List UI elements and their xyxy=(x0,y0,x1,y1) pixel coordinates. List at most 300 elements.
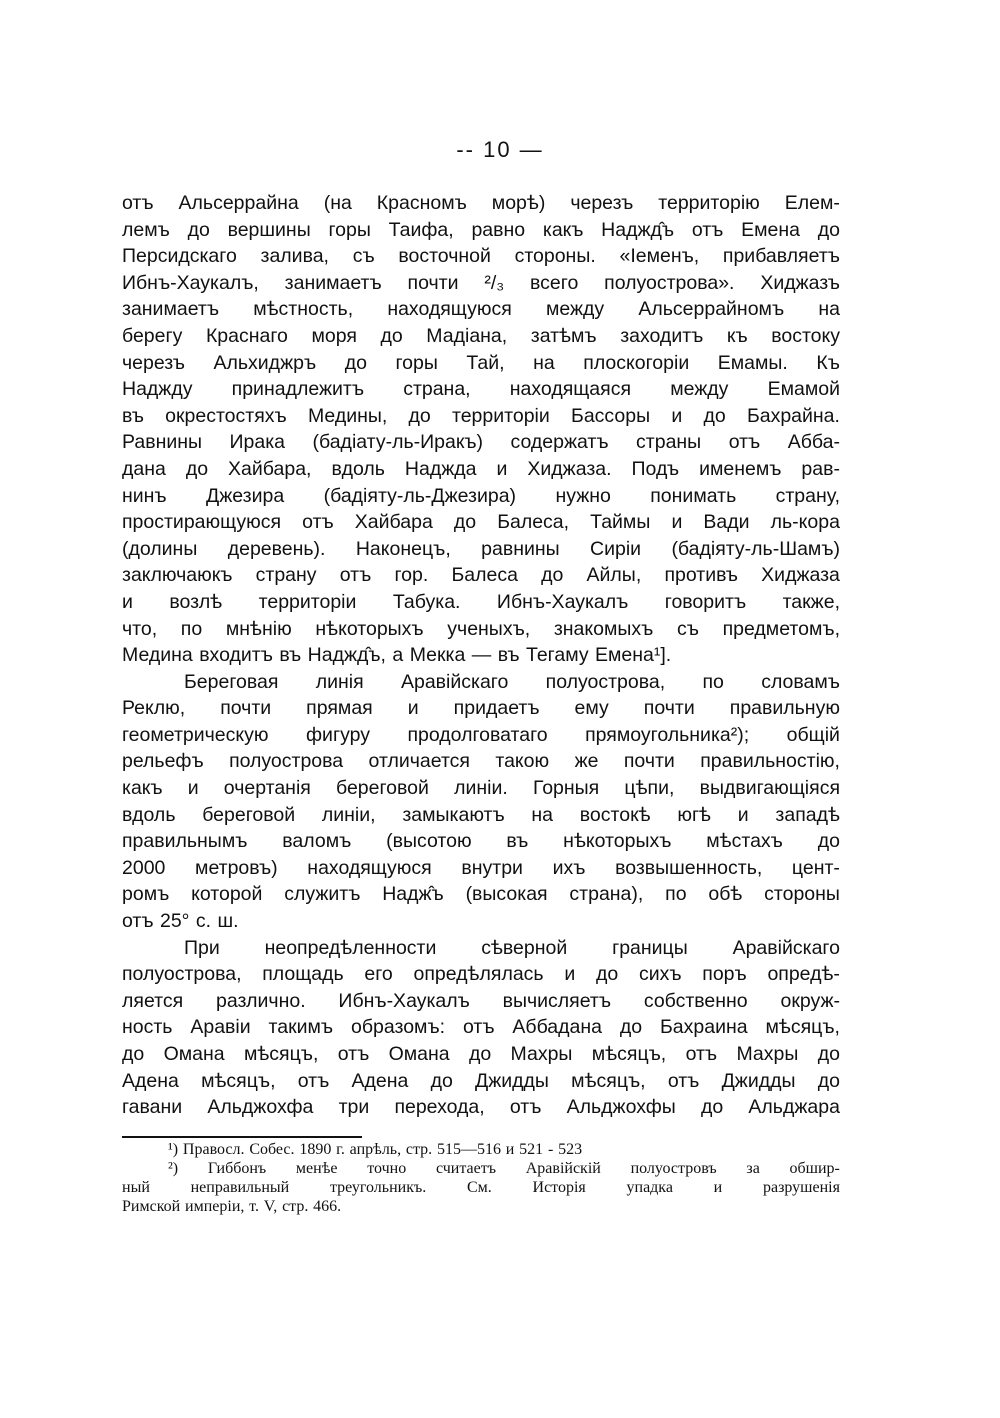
word: до xyxy=(122,1043,145,1065)
word: содержатъ xyxy=(510,431,609,454)
word: 25° xyxy=(159,910,190,933)
word: по xyxy=(702,670,724,693)
word: Наконецъ, xyxy=(355,537,451,560)
word: перехода, xyxy=(394,1096,485,1119)
word: страны xyxy=(636,431,702,454)
word: Аравійскій xyxy=(525,1160,601,1177)
text-line xyxy=(122,988,840,1015)
text-line xyxy=(122,616,840,643)
word: между xyxy=(670,378,729,401)
word: до xyxy=(430,1069,453,1092)
word: правильностію, xyxy=(700,750,840,773)
text-line xyxy=(122,1068,840,1095)
word: почти xyxy=(623,750,675,773)
word: на xyxy=(533,351,555,374)
word: вершины xyxy=(227,218,311,241)
text-line xyxy=(122,908,840,935)
word: гавани xyxy=(122,1096,183,1119)
word: 521 xyxy=(519,1141,544,1158)
word: Аравійскаго xyxy=(732,936,840,959)
text-line xyxy=(122,350,840,377)
word: геометрическую xyxy=(122,723,269,746)
word: страну, xyxy=(775,484,840,507)
word: возлѣ xyxy=(169,590,223,613)
word: отъ xyxy=(462,1016,495,1039)
word: Реклю, xyxy=(122,697,186,720)
word: замыкаютъ xyxy=(402,803,505,826)
word: Бахраина xyxy=(660,1016,748,1039)
word: отъ xyxy=(667,1069,700,1092)
word: Равнины xyxy=(122,431,203,454)
word: полуострова, xyxy=(545,670,666,693)
word: (долины xyxy=(122,537,198,560)
word: принадлежитъ xyxy=(231,378,365,401)
word: и xyxy=(713,1179,723,1196)
word: и xyxy=(737,803,749,826)
page-number: -- 10 — xyxy=(456,137,544,162)
word: до xyxy=(380,324,403,347)
word: Табука. xyxy=(392,590,461,613)
word: Краснаго xyxy=(205,324,288,347)
word: мѣсяцъ, xyxy=(571,1069,646,1092)
word: апрѣль, xyxy=(349,1141,402,1158)
text-line xyxy=(122,456,840,483)
word: неопредѣленности xyxy=(264,936,437,959)
word: Мекка xyxy=(409,644,466,667)
text-line xyxy=(122,881,840,908)
word: отъ xyxy=(339,564,372,587)
word: Бахрайна. xyxy=(746,404,840,427)
word: какъ xyxy=(122,777,163,800)
word: до xyxy=(185,457,209,480)
word: полуостровъ xyxy=(630,1160,717,1177)
word: полуострова, xyxy=(122,963,242,986)
text-line xyxy=(122,1014,840,1041)
word: заключаюкъ xyxy=(122,564,233,587)
word: моря xyxy=(311,324,357,347)
word: Горныя xyxy=(532,777,600,800)
word: Альхиджръ xyxy=(213,351,317,374)
word: Тай, xyxy=(466,351,505,374)
word: горы xyxy=(328,218,371,241)
text-line xyxy=(122,376,840,403)
word: и xyxy=(187,777,199,800)
text-line xyxy=(122,855,840,882)
word: отъ xyxy=(297,1069,330,1092)
word: отъ xyxy=(337,1043,370,1065)
word: равнины xyxy=(481,537,560,560)
word: правильнымъ xyxy=(122,830,248,853)
word: различно. xyxy=(215,989,306,1012)
word: Емена xyxy=(741,218,800,241)
word: залива, xyxy=(260,245,329,268)
word: См. xyxy=(466,1179,492,1196)
word: (бадіяту-ль-Шамъ) xyxy=(671,537,840,560)
word: линіи, xyxy=(321,803,376,826)
word: стороны. xyxy=(514,245,596,268)
text-line xyxy=(122,217,840,244)
word: нужно xyxy=(555,484,611,507)
word: говоритъ xyxy=(664,590,747,613)
word: ученыхъ, xyxy=(447,617,531,640)
text-line xyxy=(122,403,840,430)
word: именемъ xyxy=(699,457,782,480)
word: равно xyxy=(471,218,526,241)
word: Хайбара, xyxy=(228,457,312,480)
word: линіи. xyxy=(454,777,508,800)
word: Сиріи xyxy=(590,537,642,560)
word: образомъ: xyxy=(351,1016,446,1039)
word: Наджда xyxy=(404,457,477,480)
word: между xyxy=(545,298,605,321)
word: въ xyxy=(122,404,144,427)
footnote-line xyxy=(122,1197,840,1216)
word: Исторія xyxy=(532,1179,586,1196)
word: опредѣ- xyxy=(767,963,840,986)
word: 466. xyxy=(313,1198,342,1215)
word: почти xyxy=(407,271,459,294)
word: Надж̂ъ xyxy=(382,883,444,906)
word: «Іеменъ, xyxy=(619,245,700,268)
word: отъ xyxy=(509,1096,542,1119)
word: на xyxy=(818,298,840,321)
text-line xyxy=(122,536,840,563)
word: а xyxy=(392,644,404,667)
body-text xyxy=(122,190,840,1121)
word: 2000 xyxy=(122,856,166,879)
word: Омана xyxy=(388,1043,450,1065)
word: противъ xyxy=(664,564,738,587)
word: вычисляетъ xyxy=(502,989,612,1012)
word: по xyxy=(665,883,687,906)
word: очертанія xyxy=(223,777,311,800)
word: отъ xyxy=(728,431,761,454)
word: Мадіана, xyxy=(426,324,508,347)
word: ему xyxy=(574,697,609,720)
word: знакомыхъ xyxy=(553,617,654,640)
word: ²/₃ xyxy=(484,271,505,294)
word: до xyxy=(817,218,840,241)
text-line xyxy=(122,1041,840,1068)
word: Римской xyxy=(122,1198,181,1215)
word: до xyxy=(619,1016,643,1039)
word: треугольникъ. xyxy=(329,1179,427,1196)
word: Бассоры xyxy=(571,404,651,427)
word: страна), xyxy=(569,883,644,906)
word: до xyxy=(817,1069,840,1092)
word: рав- xyxy=(801,457,840,480)
word: Медины, xyxy=(307,404,388,427)
word: его xyxy=(364,963,393,986)
word: Махры xyxy=(510,1043,573,1065)
word: с. xyxy=(195,910,212,933)
word: служитъ xyxy=(284,883,361,906)
word: понимать xyxy=(650,484,737,507)
word: находящуюся xyxy=(307,856,432,879)
word: Емамой xyxy=(767,378,840,401)
word: и xyxy=(407,697,419,720)
word: такою xyxy=(495,750,550,773)
word: территорію xyxy=(658,192,760,214)
word: Балеса, xyxy=(497,511,570,534)
word: собственно xyxy=(643,989,748,1012)
word: же xyxy=(574,750,599,773)
word: (на xyxy=(323,192,352,214)
word: Аравіи xyxy=(190,1016,251,1039)
word: полуострова». xyxy=(604,271,735,294)
word: занимаетъ xyxy=(122,298,220,321)
word: ность xyxy=(122,1016,173,1039)
word: въ xyxy=(506,830,529,853)
footnote-line xyxy=(122,1140,840,1159)
text-line xyxy=(122,642,840,669)
word: полуострова xyxy=(229,750,344,773)
word: нинъ xyxy=(122,484,167,507)
word: Ибнъ-Хаукалъ xyxy=(496,590,629,613)
word: Айлы, xyxy=(586,564,642,587)
word: нѣкоторыхъ xyxy=(315,617,424,640)
word: и xyxy=(496,457,508,480)
word: обшир- xyxy=(789,1160,840,1177)
word: занимаетъ xyxy=(284,271,382,294)
word: Балеса xyxy=(451,564,518,587)
word: почти xyxy=(643,697,695,720)
word: Хиджаза. xyxy=(527,457,612,480)
word: отъ xyxy=(122,192,154,214)
word: Аббадана xyxy=(512,1016,602,1039)
word: ль-кора xyxy=(770,511,840,534)
word: такимъ xyxy=(268,1016,334,1039)
word: мѣсяцъ, xyxy=(201,1069,276,1092)
word: и xyxy=(564,963,576,986)
word: Береговая xyxy=(184,670,279,693)
word: цент- xyxy=(791,856,840,879)
word: Альсеррайна xyxy=(178,192,299,214)
text-line xyxy=(122,935,840,962)
word: рельефъ xyxy=(122,750,204,773)
word: востокѣ xyxy=(579,803,651,826)
word: линія xyxy=(315,670,364,693)
text-line xyxy=(122,589,840,616)
word: предметомъ, xyxy=(722,617,840,640)
word: Аравійскаго xyxy=(400,670,509,693)
word: за xyxy=(746,1160,760,1177)
word: въ xyxy=(497,644,520,667)
word: до xyxy=(703,404,726,427)
word: территоріи xyxy=(452,404,550,427)
word: правильную xyxy=(729,697,840,720)
word: 1890 xyxy=(299,1141,332,1158)
word: прибавляетъ xyxy=(722,245,840,268)
word: на xyxy=(531,803,554,826)
word: (высокая xyxy=(465,883,548,906)
word: Альджохфа xyxy=(207,1096,314,1119)
word: площадь xyxy=(262,963,344,986)
word: Тегаму xyxy=(526,644,589,667)
text-line xyxy=(122,722,840,749)
text-line xyxy=(122,190,840,217)
word: до xyxy=(344,351,367,374)
word: до xyxy=(541,564,564,587)
word: Елем- xyxy=(784,192,840,214)
word: до xyxy=(595,963,619,986)
word: три xyxy=(338,1096,370,1119)
text-line xyxy=(122,296,840,323)
word: которой xyxy=(191,883,263,906)
word: Джидды xyxy=(475,1069,549,1092)
word: окруж- xyxy=(780,989,840,1012)
word: отъ xyxy=(685,1043,718,1065)
word: гор. xyxy=(394,564,429,587)
word: Таифа, xyxy=(388,218,454,241)
word: Персидскаго xyxy=(122,245,237,268)
word: отъ xyxy=(302,511,334,534)
word: что, xyxy=(122,617,158,640)
word: морѣ) xyxy=(491,192,546,214)
word: Хайбара xyxy=(354,511,433,534)
word: Емена¹]. xyxy=(595,644,672,667)
word: по xyxy=(180,617,203,640)
word: — xyxy=(471,644,492,667)
word: Джидды xyxy=(721,1069,796,1092)
word: мѣстахъ xyxy=(706,830,783,853)
word: нѣкоторыхъ xyxy=(563,830,672,853)
text-line xyxy=(122,961,840,988)
word: опредѣлялась xyxy=(413,963,544,986)
word: внутри xyxy=(461,856,523,879)
text-line xyxy=(122,802,840,829)
word: Ирака xyxy=(229,431,286,454)
word: деревень). xyxy=(227,537,326,560)
word: Альсеррайномъ xyxy=(638,298,785,321)
word: стр. xyxy=(405,1141,433,1158)
word: упадка xyxy=(626,1179,673,1196)
word: лемъ xyxy=(122,218,170,241)
word: береговой xyxy=(336,777,429,800)
word: Подъ xyxy=(631,457,680,480)
word: Хиджаза xyxy=(761,564,840,587)
word: восточной xyxy=(398,245,491,268)
word: словамъ xyxy=(761,670,840,693)
word: (высотою xyxy=(386,830,472,853)
word: ромъ xyxy=(122,883,170,906)
word: (бадіату-ль-Иракъ) xyxy=(312,431,484,454)
word: Емамы. xyxy=(717,351,788,374)
word: общій xyxy=(786,723,840,746)
word: Омана xyxy=(163,1043,225,1065)
text-line xyxy=(122,775,840,802)
word: Махры xyxy=(736,1043,799,1065)
word: находящуюся xyxy=(387,298,512,321)
word: до xyxy=(187,218,210,241)
text-line xyxy=(122,243,840,270)
word: ш. xyxy=(217,910,239,933)
word: г. xyxy=(336,1141,345,1158)
word: имперіи, xyxy=(185,1198,245,1215)
word: черезъ xyxy=(570,192,634,214)
word: 523 xyxy=(558,1141,583,1158)
word: Собес. xyxy=(249,1141,295,1158)
word: черезъ xyxy=(122,351,185,374)
text-line xyxy=(122,429,840,456)
text-line xyxy=(122,669,840,696)
word: западѣ xyxy=(775,803,840,826)
word: страну xyxy=(255,564,317,587)
word: ихъ xyxy=(552,856,586,879)
word: (бадіяту-ль-Джезира) xyxy=(323,484,517,507)
word: сихъ xyxy=(638,963,682,986)
word: прямоугольника²); xyxy=(585,723,750,746)
word: Адена xyxy=(122,1069,179,1092)
footnote-line xyxy=(122,1159,840,1178)
word: Адена xyxy=(351,1069,409,1092)
word: Альджохфы xyxy=(566,1096,676,1119)
word: Наджд̂ъ, xyxy=(307,644,386,667)
word: валомъ xyxy=(282,830,352,853)
word: т. xyxy=(249,1198,259,1215)
word: При xyxy=(184,936,220,959)
word: съ xyxy=(677,617,699,640)
word: мѣсяцъ, xyxy=(243,1043,319,1065)
word: ный xyxy=(122,1179,150,1196)
word: V, xyxy=(263,1198,278,1215)
word: Таймы xyxy=(590,511,651,534)
text-line xyxy=(122,695,840,722)
word: сѣверной xyxy=(481,936,568,959)
word: горы xyxy=(395,351,438,374)
word: вдоль xyxy=(122,803,176,826)
word: разрушенія xyxy=(762,1179,840,1196)
word: территоріи xyxy=(258,590,357,613)
word: менѣе xyxy=(295,1160,338,1177)
word: Правосл. xyxy=(182,1141,245,1158)
word: стороны xyxy=(764,883,840,906)
word: 515—516 xyxy=(436,1141,501,1158)
word: границы xyxy=(612,936,688,959)
word: до xyxy=(817,830,840,853)
footnote-divider xyxy=(122,1136,362,1138)
word: ²) xyxy=(168,1160,179,1177)
text-line xyxy=(122,562,840,589)
word: Вади xyxy=(703,511,750,534)
text-line xyxy=(122,1094,840,1121)
word: находящаяся xyxy=(509,378,632,401)
word: Къ xyxy=(816,351,840,374)
text-line xyxy=(122,509,840,536)
word: до xyxy=(701,1096,724,1119)
word: и xyxy=(505,1141,515,1158)
word: Альджара xyxy=(748,1096,840,1119)
word: отъ xyxy=(691,218,724,241)
word: считаетъ xyxy=(435,1160,496,1177)
word: цѣпи, xyxy=(624,777,675,800)
word: до xyxy=(408,404,431,427)
word: страна, xyxy=(403,378,471,401)
word: выдвигающіяся xyxy=(699,777,840,800)
word: Ибнъ-Хаукалъ, xyxy=(122,271,259,294)
footnote-line xyxy=(122,1178,840,1197)
word: съ xyxy=(352,245,375,268)
word: ¹) xyxy=(168,1141,179,1158)
word: дана xyxy=(122,457,166,480)
word: до xyxy=(453,511,477,534)
text-line xyxy=(122,323,840,350)
word: Абба- xyxy=(787,431,840,454)
word: входитъ xyxy=(199,644,273,667)
word: возвышенность, xyxy=(615,856,763,879)
word: мѣсяцъ, xyxy=(591,1043,667,1065)
word: и xyxy=(671,404,683,427)
